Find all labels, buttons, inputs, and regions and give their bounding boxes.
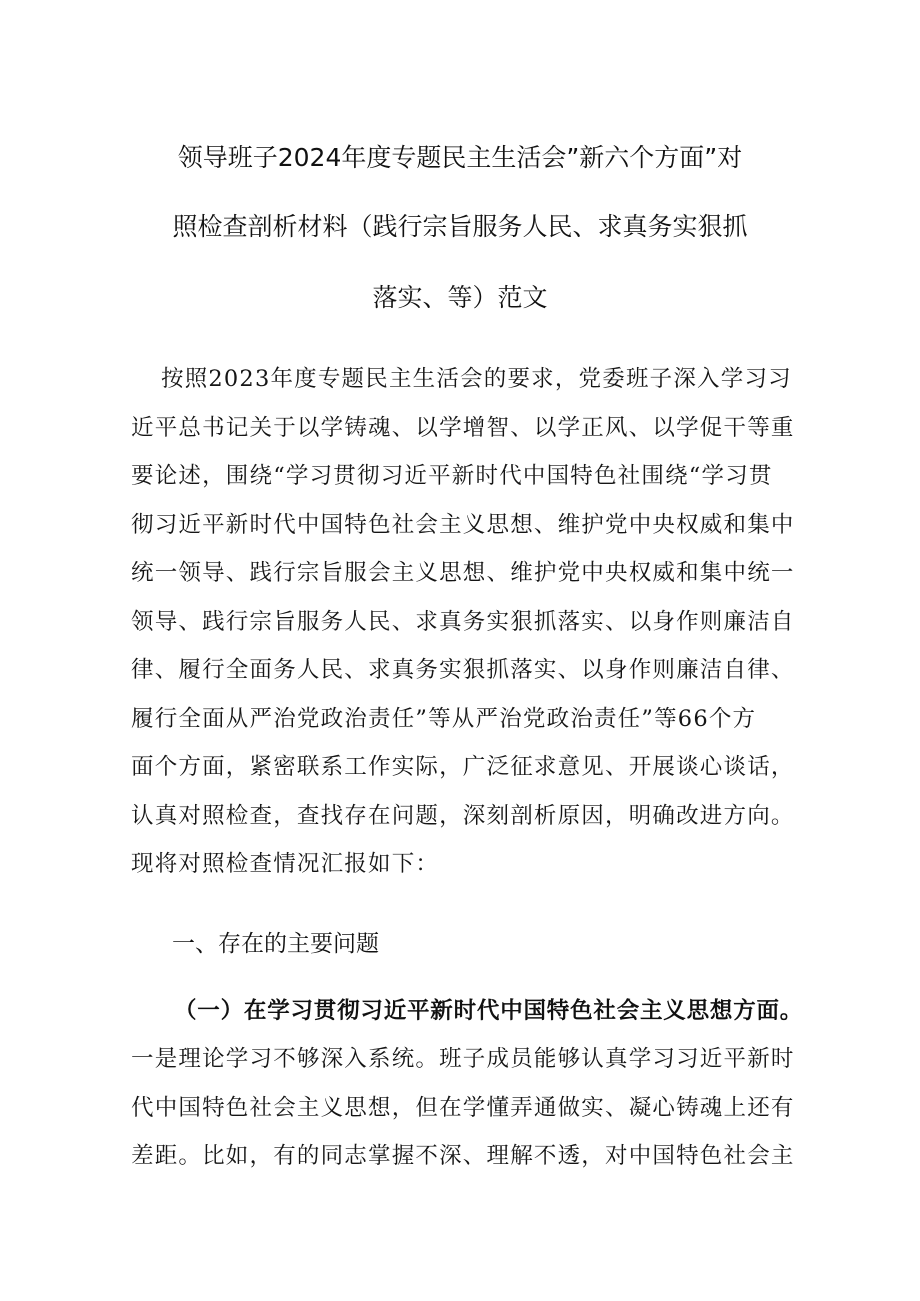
intro-paragraph-line: 领导、践行宗旨服务人民、求真务实狠抓落实、以身作则廉洁自 [131, 609, 795, 635]
subsection-heading: （一）在学习贯彻习近平新时代中国特色社会主义思想方面。 [174, 998, 804, 1024]
document-title-line-2: 照检查剖析材料（践行宗旨服务人民、求真务实狠抓 [172, 212, 748, 241]
intro-paragraph-line: 律、履行全面务人民、求真务实狠抓落实、以身作则廉洁自律、 [131, 657, 795, 683]
intro-paragraph-line: 履行全面从严治党政治责任”等从严治党政治责任”等66个方 [131, 706, 757, 732]
subsection-paragraph-line: 代中国特色社会主义思想，但在学懂弄通做实、凝心铸魂上还有 [131, 1095, 795, 1121]
intro-paragraph-line: 近平总书记关于以学铸魂、以学增智、以学正风、以学促干等重 [131, 415, 795, 441]
subsection-paragraph-line: 差距。比如，有的同志掌握不深、理解不透，对中国特色社会主 [131, 1143, 795, 1169]
document-title-line-1: 领导班子2024年度专题民主生活会”新六个方面”对 [177, 143, 743, 172]
intro-paragraph-line: 要论述，围绕“学习贯彻习近平新时代中国特色社围绕“学习贯 [131, 463, 773, 489]
document-title-line-3: 落实、等）范文 [372, 283, 548, 312]
intro-paragraph-line: 面个方面，紧密联系工作实际，广泛征求意见、开展谈心谈话， [131, 754, 795, 780]
intro-paragraph-line: 彻习近平新时代中国特色社会主义思想、维护党中央权威和集中 [131, 512, 795, 538]
intro-paragraph-line: 统一领导、践行宗旨服会主义思想、维护党中央权威和集中统一 [131, 560, 795, 586]
intro-paragraph-line: 现将对照检查情况汇报如下： [131, 851, 440, 877]
section-heading: 一、存在的主要问题 [172, 931, 379, 957]
subsection-paragraph-line: 一是理论学习不够深入系统。班子成员能够认真学习习近平新时 [131, 1046, 795, 1072]
intro-paragraph-line: 按照2023年度专题民主生活会的要求，党委班子深入学习习 [161, 366, 792, 392]
intro-paragraph-line: 认真对照检查，查找存在问题，深刻剖析原因，明确改进方向。 [131, 803, 795, 829]
